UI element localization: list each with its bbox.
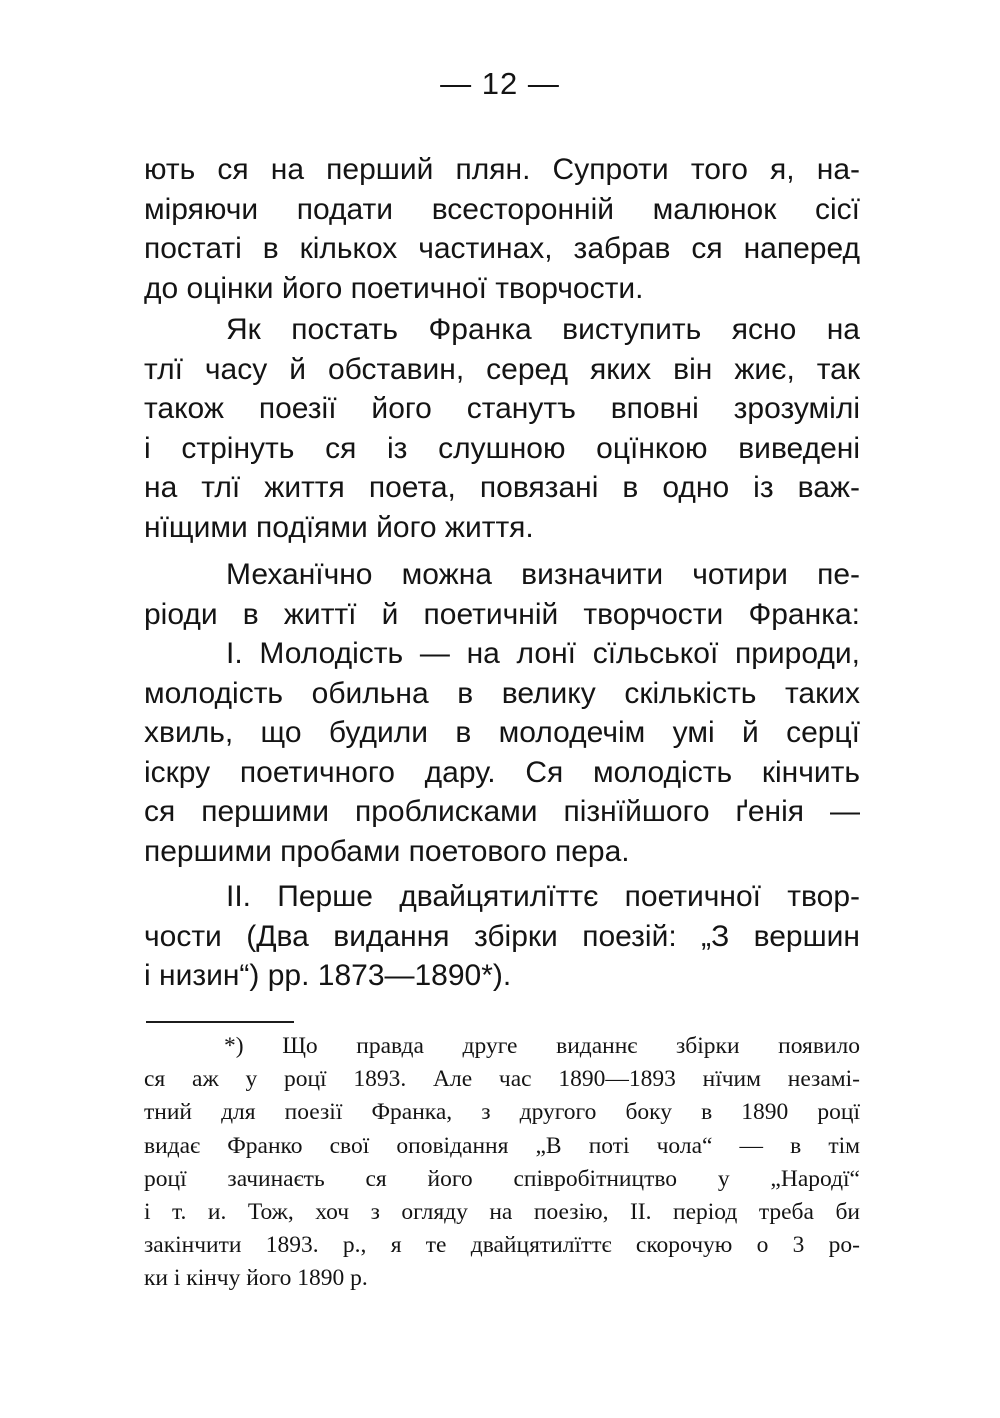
paragraph-1 [144,150,860,308]
footnote-line: роцї зачинаєть ся його співробітництво у „Народї“ [144,1165,860,1192]
text-line: хвиль, що будили в молодечім умі й серцї [144,716,860,750]
text-line: нїщими подїями його життя. [144,510,534,544]
footnote-line: ся аж у роцї 1893. Але час 1890—1893 нїчим незамі- [144,1066,860,1093]
text-line: І. Молодість — на лонї сїльської природи, [226,637,860,670]
footnote-line: ки і кінчу його 1890 р. [144,1265,368,1292]
text-line: ріоди в життї й поетичній творчости Франка: [144,597,860,631]
text-line: і стрінуть ся із слушною оцїнкою виведені [144,431,860,465]
text-line: ють ся на перший плян. Супроти того я, на- [144,153,860,186]
text-line: міряючи подати всесторонній малюнок сісї [144,192,860,226]
paragraph-2 [144,310,860,548]
text-line: ІІ. Перше двайцятилїттє поетичної твор- [226,880,860,913]
text-line: також поезії його станутъ вповні зрозумілі [144,392,860,426]
footnote-line: тний для поезії Франка, з другого боку в 1890 роцї [144,1099,860,1126]
text-line: на тлї життя поета, повязані в одно із важ- [144,471,860,505]
footnote-line: видає Франко свої оповідання „В поті чола“ — в тім [144,1132,860,1159]
paragraph-3 [144,555,860,634]
footnote-divider [146,1021,294,1023]
paragraph-5 [144,877,860,996]
text-line: і низин“) рр. 1873—1890*). [144,959,512,993]
text-line: першими пробами поетового пера. [144,834,630,868]
page-number: — 12 — [440,66,560,101]
footnote [144,1030,860,1296]
text-line: чости (Два видання збірки поезій: „З вершин [144,919,860,953]
text-line: ся першими проблисками пізнїйшого ґенія — [144,795,860,829]
text-line: до оцінки його поетичної творчости. [144,271,644,305]
footnote-line: *) Що правда друге виданнє збірки появило [224,1033,860,1059]
text-line: тлї часу й обставин, серед яких він жиє, так [144,352,860,386]
footnote-line: і т. и. Тож, хоч з огляду на поезію, II. період треба би [144,1198,860,1225]
text-line: постаті в кількох частинах, забрав ся наперед [144,232,860,266]
text-line: Механїчно можна визначити чотири пе- [226,558,860,591]
text-line: іскру поетичного дару. Ся молодість кінчить [144,755,860,789]
text-line: Як постать Франка виступить ясно на [226,313,860,346]
text-line: молодість обильна в велику скількість таких [144,676,860,710]
footnote-line: закінчити 1893. р., я те двайцятилїттє скорочую о 3 ро- [144,1232,860,1259]
paragraph-4 [144,634,860,872]
